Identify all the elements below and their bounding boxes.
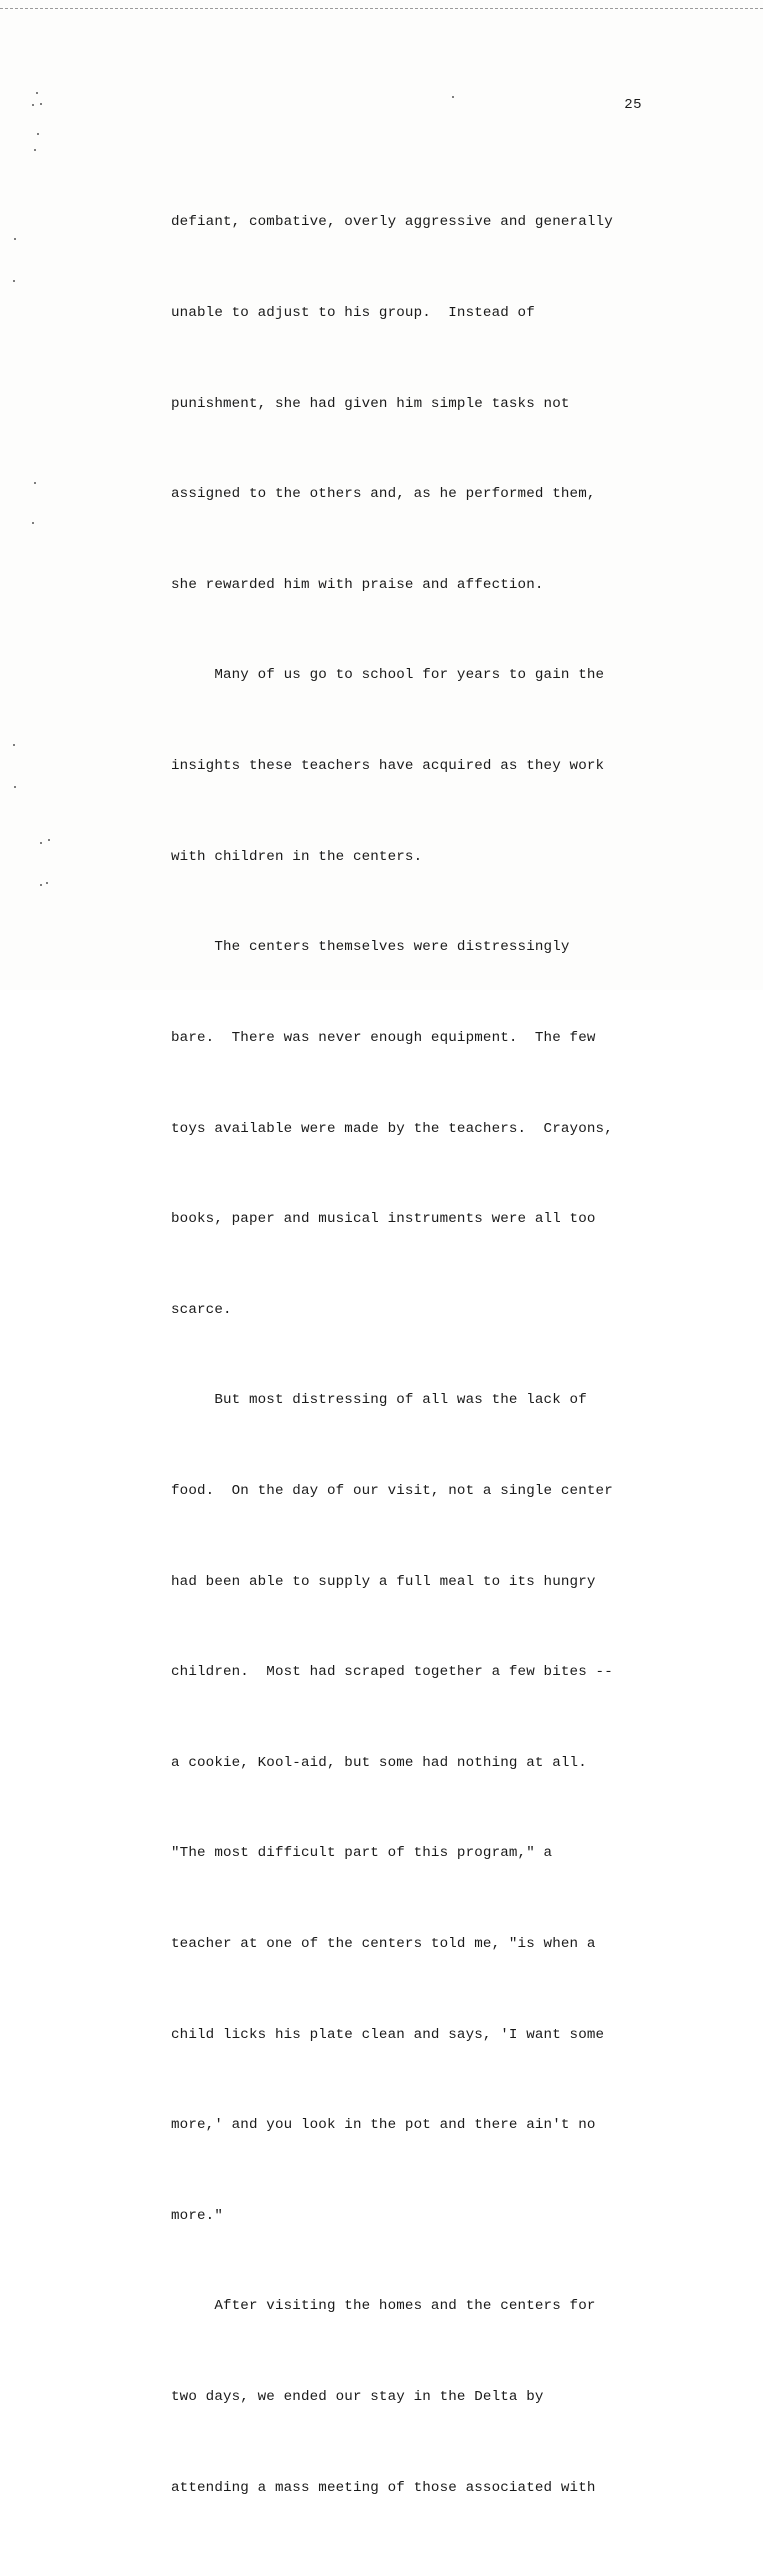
scan-speck (14, 238, 16, 240)
page-number: 25 (624, 97, 642, 113)
text-line: books, paper and musical instruments were all too (171, 1211, 596, 1228)
text-line: toys available were made by the teachers. Crayons, (171, 1120, 613, 1137)
text-line: scarce. (171, 1301, 232, 1318)
text-line: had been able to supply a full meal to its hungry (171, 1573, 596, 1590)
text-line: unable to adjust to his group. Instead of (171, 305, 535, 322)
text-line: But most distressing of all was the lack of (171, 1392, 587, 1409)
scan-speck (32, 522, 34, 524)
page-top-edge (0, 0, 763, 9)
text-line: food. On the day of our visit, not a single center (171, 1482, 613, 1499)
text-line: she rewarded him with praise and affection. (171, 576, 544, 593)
scan-speck (46, 882, 48, 884)
scan-speck (40, 884, 42, 886)
text-line: children. Most had scraped together a few bites -- (171, 1664, 613, 1681)
text-line: more." (171, 2207, 223, 2224)
text-line: attending a mass meeting of those associated with (171, 2479, 596, 2496)
text-line: punishment, she had given him simple tasks not (171, 395, 570, 412)
text-line: defiant, combative, overly aggressive and generally (171, 214, 613, 231)
scan-speck (13, 280, 15, 282)
scan-speck (34, 482, 36, 484)
text-line: bare. There was never enough equipment. The few (171, 1029, 596, 1046)
text-line: After visiting the homes and the centers for (171, 2298, 596, 2315)
text-line: a cookie, Kool-aid, but some had nothing at all. (171, 1754, 587, 1771)
scan-speck (40, 103, 42, 105)
text-line: insights these teachers have acquired as they work (171, 758, 605, 775)
scan-speck (34, 149, 36, 151)
scan-speck (36, 92, 38, 94)
scan-speck (13, 744, 15, 746)
scan-speck (32, 104, 34, 106)
text-line: "The most difficult part of this program," a (171, 1845, 553, 1862)
scan-speck (48, 839, 50, 841)
text-line: with children in the centers. (171, 848, 423, 865)
body-text (171, 147, 641, 2563)
scan-speck (37, 133, 39, 135)
text-line: Many of us go to school for years to gain the (171, 667, 605, 684)
text-line: assigned to the others and, as he performed them, (171, 486, 596, 503)
scan-speck (452, 96, 454, 98)
scan-speck (40, 842, 42, 844)
scan-speck (14, 786, 16, 788)
text-line: two days, we ended our stay in the Delta by (171, 2389, 544, 2406)
text-line: more,' and you look in the pot and there ain't no (171, 2117, 596, 2134)
text-line: teacher at one of the centers told me, "is when a (171, 1935, 596, 1952)
text-line: child licks his plate clean and says, 'I want some (171, 2026, 605, 2043)
text-line: The centers themselves were distressingly (171, 939, 570, 956)
